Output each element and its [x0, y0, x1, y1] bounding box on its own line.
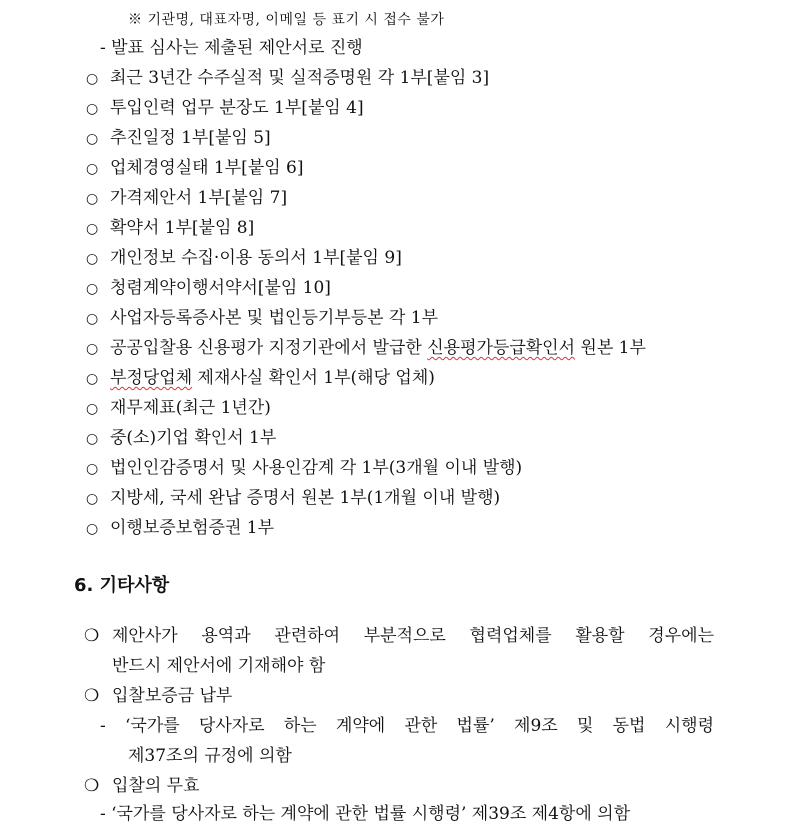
circle-bullet-icon: ○ — [86, 491, 99, 507]
circle-bullet-icon: ○ — [86, 71, 99, 87]
note-line: ※ 기관명, 대표자명, 이메일 등 표기 시 접수 불가 — [128, 12, 445, 28]
circle-bullet-icon: ○ — [86, 221, 99, 237]
spellcheck-underline: 신용평가등급확인서 — [427, 338, 576, 358]
spellcheck-underline: 부정당업체 — [110, 368, 193, 388]
other-item-partner: ❍ 제안사가 용역과 관련하여 부분적으로 협력업체를 활용할 경우에는 — [84, 626, 714, 646]
circle-bullet-icon: ○ — [86, 431, 99, 447]
hollow-circle-bullet-icon: ❍ — [84, 686, 100, 706]
list-item: ○ 중(소)기업 확인서 1부 — [86, 426, 276, 451]
other-item-partner-continued: 반드시 제안서에 기재해야 함 — [112, 656, 326, 676]
list-item: ○ 확약서 1부[붙임 8] — [86, 216, 254, 241]
circle-bullet-icon: ○ — [86, 101, 99, 117]
list-item: ○ 청렴계약이행서약서[붙임 10] — [86, 276, 331, 301]
list-item: ○ 이행보증보험증권 1부 — [86, 516, 274, 541]
circle-bullet-icon: ○ — [86, 521, 99, 537]
circle-bullet-icon: ○ — [86, 251, 99, 267]
list-item: ○ 부정당업체 제재사실 확인서 1부(해당 업체) — [86, 366, 435, 391]
circle-bullet-icon: ○ — [86, 191, 99, 207]
presentation-line: - 발표 심사는 제출된 제안서로 진행 — [100, 38, 363, 58]
circle-bullet-icon: ○ — [86, 311, 99, 327]
list-item: ○ 최근 3년간 수주실적 및 실적증명원 각 1부[붙임 3] — [86, 66, 489, 91]
list-item: ○ 투입인력 업무 분장도 1부[붙임 4] — [86, 96, 364, 121]
circle-bullet-icon: ○ — [86, 371, 99, 387]
list-item: ○ 업체경영실태 1부[붙임 6] — [86, 156, 304, 181]
other-item-invalid: ❍ 입찰의 무효 — [84, 776, 200, 796]
list-item: ○ 사업자등록증사본 및 법인등기부등본 각 1부 — [86, 306, 438, 331]
hollow-circle-bullet-icon: ❍ — [84, 776, 100, 796]
list-item: ○ 재무제표(최근 1년간) — [86, 396, 271, 421]
list-item: ○ 가격제안서 1부[붙임 7] — [86, 186, 287, 211]
hollow-circle-bullet-icon: ❍ — [84, 626, 100, 646]
circle-bullet-icon: ○ — [86, 161, 99, 177]
circle-bullet-icon: ○ — [86, 341, 99, 357]
list-item: ○ 추진일정 1부[붙임 5] — [86, 126, 271, 151]
list-item: ○ 개인정보 수집·이용 동의서 1부[붙임 9] — [86, 246, 402, 271]
circle-bullet-icon: ○ — [86, 281, 99, 297]
list-item: ○ 공공입찰용 신용평가 지정기관에서 발급한 신용평가등급확인서 원본 1부 — [86, 336, 646, 361]
other-item-bond-sub: - ‘국가를 당사자로 하는 계약에 관한 법률’ 제9조 및 동법 시행령 — [100, 716, 714, 736]
circle-bullet-icon: ○ — [86, 131, 99, 147]
list-item: ○ 지방세, 국세 완납 증명서 원본 1부(1개월 이내 발행) — [86, 486, 500, 511]
other-item-bond-sub-continued: 제37조의 규정에 의함 — [128, 746, 292, 766]
other-item-invalid-sub: - ‘국가를 당사자로 하는 계약에 관한 법률 시행령’ 제39조 제4항에 의함 — [100, 804, 631, 824]
circle-bullet-icon: ○ — [86, 401, 99, 417]
other-item-bond: ❍ 입찰보증금 납부 — [84, 686, 233, 706]
section-heading: 6. 기타사항 — [74, 575, 170, 596]
list-item: ○ 법인인감증명서 및 사용인감계 각 1부(3개월 이내 발행) — [86, 456, 522, 481]
circle-bullet-icon: ○ — [86, 461, 99, 477]
